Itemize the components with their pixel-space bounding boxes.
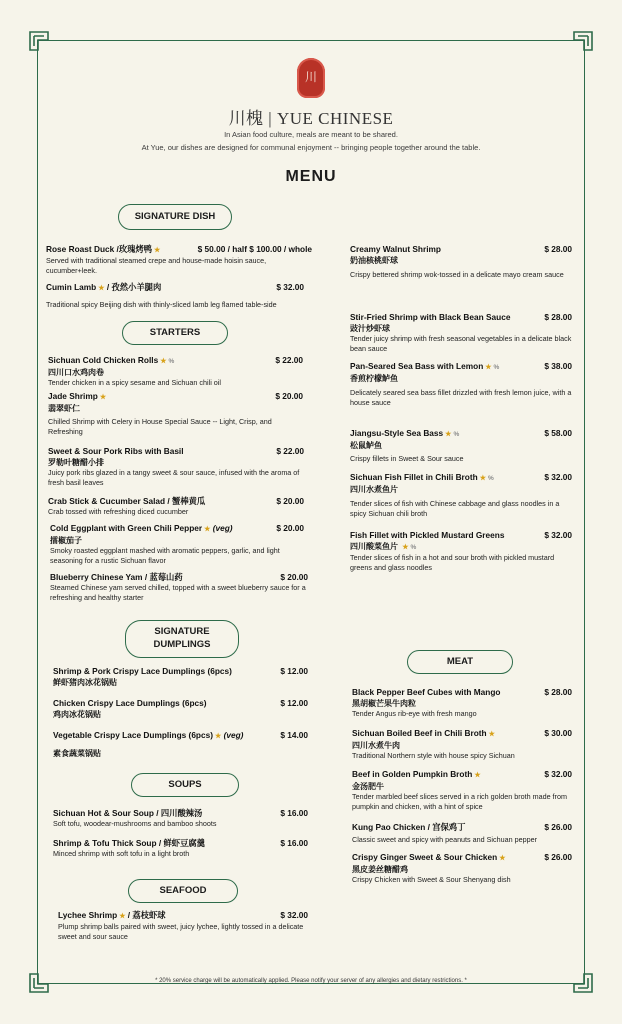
section-signature-dumplings xyxy=(125,620,239,658)
menu-item xyxy=(50,572,308,603)
item-name-cn: 鸡肉冰花锅贴 xyxy=(53,710,101,720)
chili-icon: ★ xyxy=(160,358,167,365)
item-description: Tender chicken in a spicy sesame and Sichuan chili oil xyxy=(48,378,221,387)
item-description: Served with traditional steamed crepe and house-made hoisin sauce, cucumber+leek. xyxy=(46,255,267,275)
item-price: $ 28.00 xyxy=(544,312,572,322)
item-name xyxy=(350,472,494,484)
item-description: Tender slices of fish in a hot and sour broth with pickled mustard greens and glass noodles xyxy=(350,553,555,573)
item-description: Crispy fillets in Sweet & Sour sauce xyxy=(350,454,464,463)
menu-item xyxy=(350,530,572,573)
section-seafood: SEAFOOD xyxy=(128,879,238,903)
item-header xyxy=(352,852,572,864)
section-soups: SOUPS xyxy=(131,773,239,797)
item-price: $ 32.00 xyxy=(544,530,572,540)
veg-label: (veg) xyxy=(212,523,233,533)
item-description: Tender Angus rib-eye with fresh mango xyxy=(352,709,477,719)
menu-item xyxy=(48,355,303,388)
wheat-icon: % xyxy=(487,475,494,482)
item-price: $ 22.00 xyxy=(276,446,304,456)
item-header xyxy=(46,244,312,256)
item-header xyxy=(50,523,304,535)
item-name-cn: 四川口水鸡肉卷 xyxy=(48,367,104,377)
item-header xyxy=(48,391,303,403)
item-name: Kung Pao Chicken / 宫保鸡丁 xyxy=(352,822,466,832)
item-name: Sichuan Hot & Sour Soup / 四川酸辣汤 xyxy=(53,808,203,818)
item-description: Traditional spicy Beijing dish with thinly-sliced lamb leg flamed table-side xyxy=(46,299,277,309)
menu-item xyxy=(53,730,308,759)
item-header xyxy=(352,769,572,781)
chili-icon: ★ xyxy=(204,526,211,533)
item-header xyxy=(350,244,572,255)
item-name: Blueberry Chinese Yam / 蓝莓山药 xyxy=(50,572,183,582)
tagline-line-1: In Asian food culture, meals are meant to be shared. xyxy=(224,130,398,139)
item-name-cn: 翡翠虾仁 xyxy=(48,403,80,413)
menu-item xyxy=(350,428,572,464)
item-name xyxy=(352,728,495,740)
item-name-cn: 豉汁炒虾球 xyxy=(350,324,390,334)
menu-item xyxy=(48,496,304,517)
chili-icon: ★ xyxy=(499,855,506,862)
item-name-cn: 金汤肥牛 xyxy=(352,781,384,791)
item-header xyxy=(50,572,308,583)
item-name-cn: 素食蔬菜锅贴 xyxy=(53,748,101,758)
item-name-cn: / 孜然小羊腿肉 xyxy=(106,282,162,292)
item-name-text: Cumin Lamb xyxy=(46,282,97,292)
item-description: Classic sweet and spicy with peanuts and Sichuan pepper xyxy=(352,835,537,845)
item-header xyxy=(53,698,308,709)
item-name-cn: 香煎柠檬鲈鱼 xyxy=(350,373,398,383)
item-name-cn-text: 四川酸菜鱼片 xyxy=(350,542,398,552)
item-header xyxy=(350,472,572,484)
item-header xyxy=(53,838,308,849)
item-header xyxy=(53,730,308,742)
menu-item xyxy=(352,687,572,719)
menu-item xyxy=(53,838,308,859)
item-name-cn: 松鼠鲈鱼 xyxy=(350,440,382,450)
item-name-cn xyxy=(350,541,572,553)
item-name: Sweet & Sour Pork Ribs with Basil xyxy=(48,446,184,456)
menu-item xyxy=(350,361,572,408)
menu-item xyxy=(350,244,572,280)
chili-icon: ★ xyxy=(488,731,495,738)
menu-item xyxy=(50,523,304,566)
footer-note: * 20% service charge will be automatically applied. Please notify your server of any allergies and dietary restrictions. * xyxy=(155,978,467,984)
item-name xyxy=(350,428,459,440)
restaurant-name: 川槐 | YUE CHINESE xyxy=(228,109,394,128)
item-name-cn: 罗勒叶糖醋小排 xyxy=(48,458,104,468)
chili-icon: ★ xyxy=(154,247,161,254)
item-price: $ 20.00 xyxy=(275,391,303,401)
item-header xyxy=(352,687,572,698)
menu-item xyxy=(46,244,312,276)
wheat-icon: % xyxy=(493,364,500,371)
chili-icon: ★ xyxy=(402,544,409,552)
corner-ornament-icon xyxy=(28,30,56,58)
item-description: Minced shrimp with soft tofu in a light broth xyxy=(53,849,190,859)
item-name: Chicken Crispy Lace Dumplings (6pcs) xyxy=(53,698,207,708)
item-price: $ 32.00 xyxy=(276,282,304,292)
item-header xyxy=(48,446,304,457)
item-name xyxy=(46,282,161,294)
item-header xyxy=(352,822,572,833)
item-name xyxy=(58,910,166,922)
item-name: Creamy Walnut Shrimp xyxy=(350,244,441,254)
item-price: $ 30.00 xyxy=(544,728,572,738)
item-description: Traditional Northern style with house spicy Sichuan xyxy=(352,750,515,760)
item-description: Crab tossed with refreshing diced cucumber xyxy=(48,507,189,517)
item-name xyxy=(350,361,499,373)
chili-icon: ★ xyxy=(445,431,452,438)
item-name xyxy=(53,730,243,742)
item-name-cn: 鲜虾猪肉冰花锅贴 xyxy=(53,678,117,688)
item-name-text: Sichuan Fish Fillet in Chili Broth xyxy=(350,472,478,482)
item-header xyxy=(48,496,304,507)
item-name-text: Pan-Seared Sea Bass with Lemon xyxy=(350,361,484,371)
menu-item xyxy=(46,282,304,310)
item-name xyxy=(48,391,106,403)
item-name-text: Crispy Ginger Sweet & Sour Chicken xyxy=(352,852,498,862)
item-price: $ 14.00 xyxy=(280,730,308,740)
item-name-text: Beef in Golden Pumpkin Broth xyxy=(352,769,473,779)
item-price: $ 32.00 xyxy=(280,910,308,920)
item-name-cn: 黑皮姜丝糖醋鸡 xyxy=(352,864,408,874)
item-name-cn: 四川水煮牛肉 xyxy=(352,740,400,750)
menu-item xyxy=(352,769,572,812)
item-header xyxy=(350,361,572,373)
wheat-icon: % xyxy=(453,431,460,438)
item-price: $ 12.00 xyxy=(280,666,308,676)
item-description: Soft tofu, woodear-mushrooms and bamboo shoots xyxy=(53,819,217,829)
menu-item xyxy=(58,910,308,942)
item-price: $ 28.00 xyxy=(544,687,572,697)
item-name: Stir-Fried Shrimp with Black Bean Sauce xyxy=(350,312,511,322)
menu-item xyxy=(352,852,572,885)
menu-item xyxy=(350,312,572,354)
item-name-text: Cold Eggplant with Green Chili Pepper xyxy=(50,523,203,533)
item-description: Chilled Shrimp with Celery in House Special Sauce -- Light, Crisp, and Refreshing xyxy=(48,416,272,436)
item-name-text: Sichuan Boiled Beef in Chili Broth xyxy=(352,728,487,738)
chili-icon: ★ xyxy=(215,733,222,740)
item-description: Tender slices of fish with Chinese cabbage and glass noodles in a spicy Sichuan chili broth xyxy=(350,499,560,518)
item-name: Shrimp & Tofu Thick Soup / 鲜虾豆腐羹 xyxy=(53,838,205,848)
section-title-line: SIGNATURE xyxy=(154,626,210,638)
item-name xyxy=(352,769,481,781)
item-name-cn: 黑胡椒芒果牛肉粒 xyxy=(352,699,416,709)
menu-item xyxy=(53,666,308,688)
menu-item xyxy=(53,698,308,720)
item-price: $ 26.00 xyxy=(544,822,572,832)
item-header xyxy=(46,282,304,294)
logo-char: 川 xyxy=(304,70,317,84)
item-price: $ 32.00 xyxy=(544,472,572,482)
item-price: $ 20.00 xyxy=(276,523,304,533)
section-starters: STARTERS xyxy=(122,321,228,345)
chili-icon: ★ xyxy=(99,394,107,401)
item-description: Crispy bettered shrimp wok-tossed in a delicate mayo cream sauce xyxy=(350,270,564,280)
logo xyxy=(297,58,325,98)
item-name-cn: 奶油核桃虾球 xyxy=(350,256,398,266)
item-name xyxy=(46,244,160,256)
menu-item xyxy=(53,808,308,829)
item-name-cn: / 荔枝虾球 xyxy=(127,910,166,920)
item-header xyxy=(352,728,572,740)
item-description: Plump shrimp balls paired with sweet, juicy lychee, lightly tossed in a delicate sweet and sour sauce xyxy=(58,921,304,941)
section-signature-dish: SIGNATURE DISH xyxy=(118,204,232,230)
corner-ornament-icon xyxy=(566,30,594,58)
item-name-text: Jiangsu-Style Sea Bass xyxy=(350,428,444,438)
item-description: Crispy Chicken with Sweet & Sour Shenyang dish xyxy=(352,874,511,884)
chili-icon: ★ xyxy=(474,772,481,779)
item-name: Crab Stick & Cucumber Salad / 蟹棒黄瓜 xyxy=(48,496,206,506)
item-header xyxy=(58,910,308,922)
menu-item xyxy=(48,446,304,488)
menu-item xyxy=(352,822,572,845)
item-header xyxy=(350,312,572,323)
wheat-icon: % xyxy=(410,544,417,552)
chili-icon: ★ xyxy=(98,285,105,292)
item-description: Juicy pork ribs glazed in a tangy sweet & sour sauce, infused with the aroma of fresh basil leaves xyxy=(48,468,300,488)
chili-icon: ★ xyxy=(479,475,486,482)
item-description: Tender marbled beef slices served in a rich golden broth made from pumpkin and chicken, with a hint of spice xyxy=(352,791,567,811)
item-name-text: Jade Shrimp xyxy=(48,391,98,401)
item-name-cn: 擂椒茄子 xyxy=(50,535,82,545)
item-description: Smoky roasted eggplant mashed with aromatic peppers, garlic, and light seasoning for a rustic Sichuan flavor xyxy=(50,545,280,565)
item-price: $ 22.00 xyxy=(275,355,303,365)
item-name: Black Pepper Beef Cubes with Mango xyxy=(352,687,501,697)
item-price: $ 20.00 xyxy=(276,496,304,506)
item-price: $ 16.00 xyxy=(280,838,308,848)
section-meat: MEAT xyxy=(407,650,513,674)
item-name xyxy=(48,355,174,367)
item-name-text: Sichuan Cold Chicken Rolls xyxy=(48,355,159,365)
item-price: $ 50.00 / half $ 100.00 / whole xyxy=(197,244,312,254)
menu-item xyxy=(48,391,303,437)
tagline-line-2: At Yue, our dishes are designed for communal enjoyment -- bringing people together around the table. xyxy=(141,143,481,152)
wheat-icon: % xyxy=(168,358,175,365)
veg-label: (veg) xyxy=(223,730,244,740)
section-title-line: DUMPLINGS xyxy=(153,639,211,650)
item-price: $ 32.00 xyxy=(544,769,572,779)
item-name-text: Vegetable Crispy Lace Dumplings (6pcs) xyxy=(53,730,213,740)
item-price: $ 38.00 xyxy=(544,361,572,371)
menu-title: MENU xyxy=(285,168,337,185)
chili-icon: ★ xyxy=(119,913,126,920)
item-price: $ 20.00 xyxy=(280,572,308,582)
item-header xyxy=(350,530,572,541)
item-name xyxy=(352,852,506,864)
item-price: $ 26.00 xyxy=(544,852,572,862)
item-price: $ 16.00 xyxy=(280,808,308,818)
item-price: $ 12.00 xyxy=(280,698,308,708)
item-name: Shrimp & Pork Crispy Lace Dumplings (6pcs) xyxy=(53,666,232,676)
menu-item xyxy=(352,728,572,761)
item-header xyxy=(53,808,308,819)
item-header xyxy=(350,428,572,440)
item-price: $ 28.00 xyxy=(544,244,572,254)
item-description: Delicately seared sea bass fillet drizzled with fresh lemon juice, with a house sauce xyxy=(350,388,572,407)
chili-icon: ★ xyxy=(485,364,492,371)
menu-item xyxy=(350,472,572,519)
item-header xyxy=(53,666,308,677)
item-name xyxy=(50,523,233,535)
item-price: $ 58.00 xyxy=(544,428,572,438)
item-description: Tender juicy shrimp with fresh seasonal vegetables in a delicate black bean sauce xyxy=(350,334,572,354)
item-name-cn: 四川水煮鱼片 xyxy=(350,484,398,494)
item-name-text: Rose Roast Duck /玫瑰烤鸭 xyxy=(46,244,153,254)
item-header xyxy=(48,355,303,367)
item-name-text: Lychee Shrimp xyxy=(58,910,118,920)
item-description: Steamed Chinese yam served chilled, topped with a sweet blueberry sauce for a refreshing and healthy starter xyxy=(50,583,306,603)
item-name: Fish Fillet with Pickled Mustard Greens xyxy=(350,530,505,540)
